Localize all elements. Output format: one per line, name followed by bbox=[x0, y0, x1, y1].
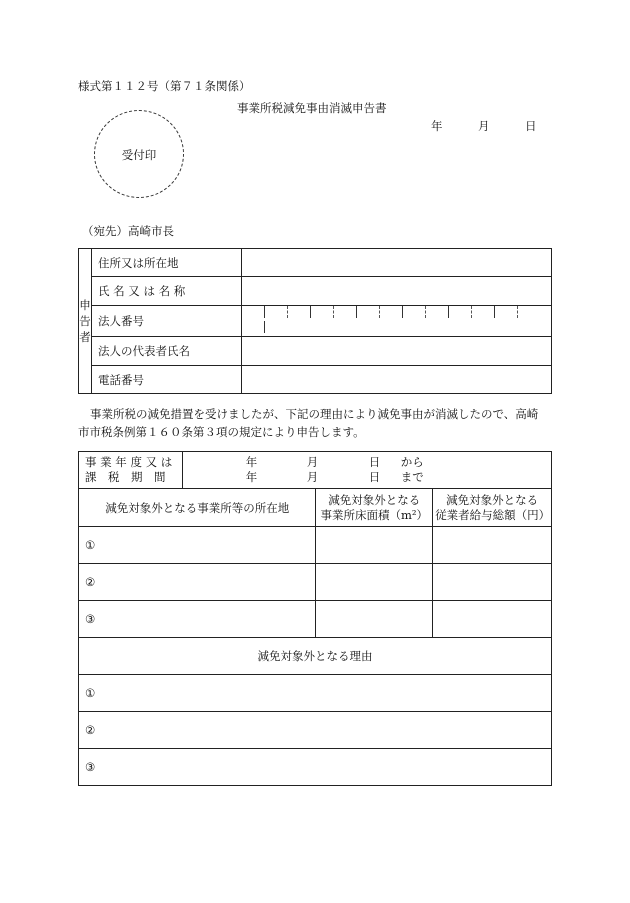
statement-line-2: 市市税条例第１６０条第３項の規定により申告します。 bbox=[78, 425, 365, 439]
col-header-salary: 減免対象外となる 従業者給与総額（円） bbox=[433, 489, 552, 527]
period-field[interactable]: 年 月 日 から 年 月 日 まで bbox=[182, 452, 551, 489]
label-address: 住所又は所在地 bbox=[92, 249, 242, 277]
salary-field-1[interactable] bbox=[433, 527, 552, 564]
date-year: 年 bbox=[431, 119, 443, 133]
reason-header: 減免対象外となる理由 bbox=[79, 638, 552, 675]
salary-field-2[interactable] bbox=[433, 564, 552, 601]
date-month: 月 bbox=[478, 119, 490, 133]
salary-field-3[interactable] bbox=[433, 601, 552, 638]
statement-line-1: 事業所税の減免措置を受けましたが、下記の理由により減免事由が消滅したので、高崎 bbox=[90, 407, 539, 421]
location-field-3[interactable]: ③ bbox=[79, 601, 316, 638]
reason-field-2[interactable]: ② bbox=[79, 712, 552, 749]
area-field-3[interactable] bbox=[316, 601, 433, 638]
area-field-1[interactable] bbox=[316, 527, 433, 564]
reception-stamp bbox=[94, 110, 184, 198]
addressee: （宛先）高崎市長 bbox=[82, 224, 174, 238]
label-phone: 電話番号 bbox=[92, 366, 242, 394]
date-day: 日 bbox=[525, 119, 537, 133]
table-row bbox=[79, 564, 552, 601]
reason-field-1[interactable]: ① bbox=[79, 675, 552, 712]
table-row bbox=[79, 601, 552, 638]
page-title: 事業所税減免事由消滅申告書 bbox=[237, 101, 387, 115]
reason-field-3[interactable]: ③ bbox=[79, 749, 552, 786]
applicant-side-label: 申 告 者 bbox=[79, 249, 92, 394]
applicant-table bbox=[78, 248, 552, 394]
col-header-location: 減免対象外となる事業所等の所在地 bbox=[79, 489, 316, 527]
label-representative: 法人の代表者氏名 bbox=[92, 337, 242, 366]
label-corporate-number: 法人番号 bbox=[92, 306, 242, 337]
period-label: 事 業 年 度 又 は 課 税 期 間 bbox=[79, 452, 183, 489]
label-name: 氏 名 又 は 名 称 bbox=[92, 277, 242, 306]
location-field-1[interactable]: ① bbox=[79, 527, 316, 564]
field-phone[interactable] bbox=[242, 366, 552, 394]
field-name[interactable] bbox=[242, 277, 552, 306]
field-address[interactable] bbox=[242, 249, 552, 277]
table-row bbox=[79, 675, 552, 712]
location-field-2[interactable]: ② bbox=[79, 564, 316, 601]
field-corporate-number[interactable] bbox=[242, 306, 552, 337]
col-header-area: 減免対象外となる 事業所床面積（m²） bbox=[316, 489, 433, 527]
details-table bbox=[78, 451, 552, 786]
reception-stamp-label: 受付印 bbox=[121, 148, 157, 162]
table-row bbox=[79, 712, 552, 749]
area-field-2[interactable] bbox=[316, 564, 433, 601]
field-representative[interactable] bbox=[242, 337, 552, 366]
table-row bbox=[79, 749, 552, 786]
table-row bbox=[79, 527, 552, 564]
form-number: 様式第１１２号（第７１条関係） bbox=[78, 79, 251, 93]
